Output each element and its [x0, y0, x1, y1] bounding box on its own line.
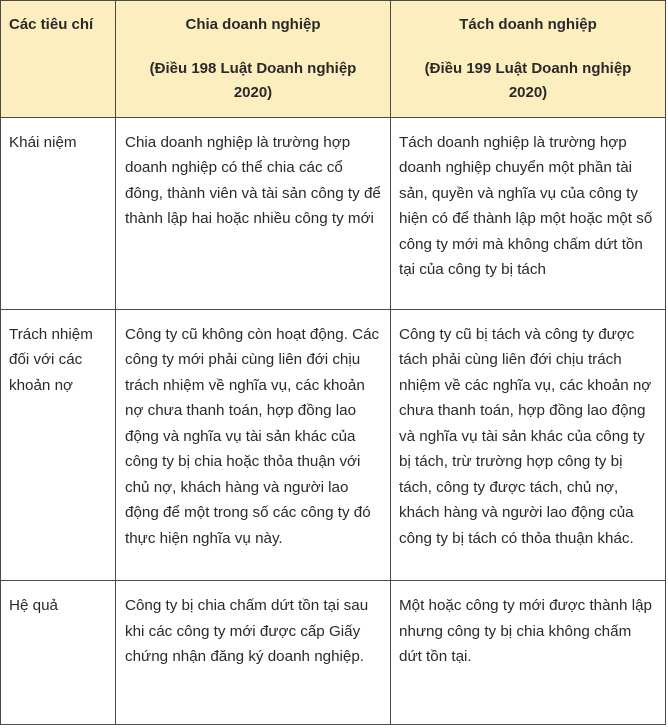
separate-text: Công ty cũ bị tách và công ty được tách phải cùng liên đới chịu trách nhiệm về các nghĩa vụ, các khoản nợ chưa thanh toán, hợp đồng lao động và nghĩa vụ tài sản khác của công ty bị tách, trừ trường hợp công ty bị tách, công ty được tách, chủ nợ, khách hàng và người lao động của công ty bị tách có thỏa thuận khác. — [399, 325, 652, 547]
separate-cell — [391, 309, 666, 581]
header-split-title: Chia doanh nghiệp — [185, 16, 321, 33]
table-row — [1, 309, 666, 581]
split-cell — [116, 581, 391, 725]
header-criteria-cell — [1, 1, 116, 118]
header-separate-law: (Điều 199 Luật Doanh nghiệp 2020) — [424, 60, 632, 101]
criterion-text: Khái niệm — [9, 133, 77, 151]
table-row — [1, 117, 666, 309]
separate-text: Một hoặc công ty mới được thành lập nhưng công ty bị chia không chấm dứt tồn tại. — [399, 597, 652, 666]
criterion-text: Hệ quả — [9, 597, 58, 615]
split-text: Chia doanh nghiệp là trường hợp doanh nghiệp có thể chia các cổ đông, thành viên và tài sản công ty để thành lập hai hoặc nhiều công ty mới — [125, 133, 381, 228]
split-cell — [116, 117, 391, 309]
header-separate-title: Tách doanh nghiệp — [459, 16, 597, 33]
criterion-text: Trách nhiệm đối với các khoản nợ — [9, 325, 93, 394]
criterion-cell — [1, 581, 116, 725]
header-split-cell — [116, 1, 391, 118]
header-criteria-label: Các tiêu chí — [9, 16, 94, 33]
split-text: Công ty bị chia chấm dứt tồn tại sau khi các công ty mới được cấp Giấy chứng nhận đăng ký doanh nghiệp. — [125, 597, 369, 666]
separate-text: Tách doanh nghiệp là trường hợp doanh nghiệp chuyển một phần tài sản, quyền và nghĩa vụ của công ty hiện có để thành lập một hoặc một số công ty mới mà không chấm dứt tồn tại của công ty bị tách — [399, 133, 653, 279]
table-row — [1, 581, 666, 725]
criterion-cell — [1, 117, 116, 309]
header-row — [1, 1, 666, 118]
header-separate-cell — [391, 1, 666, 118]
separate-cell — [391, 117, 666, 309]
split-cell — [116, 309, 391, 581]
separate-cell — [391, 581, 666, 725]
split-text: Công ty cũ không còn hoạt động. Các công ty mới phải cùng liên đới chịu trách nhiệm về nghĩa vụ, các khoản nợ chưa thanh toán, hợp đồng lao động và nghĩa vụ tài sản khác của công ty bị chia hoặc thỏa thuận với chủ nợ, khách hàng và người lao động để một trong số các công ty đó thực hiện nghĩa vụ này. — [125, 325, 380, 547]
header-split-law: (Điều 198 Luật Doanh nghiệp 2020) — [149, 60, 357, 101]
criterion-cell — [1, 309, 116, 581]
